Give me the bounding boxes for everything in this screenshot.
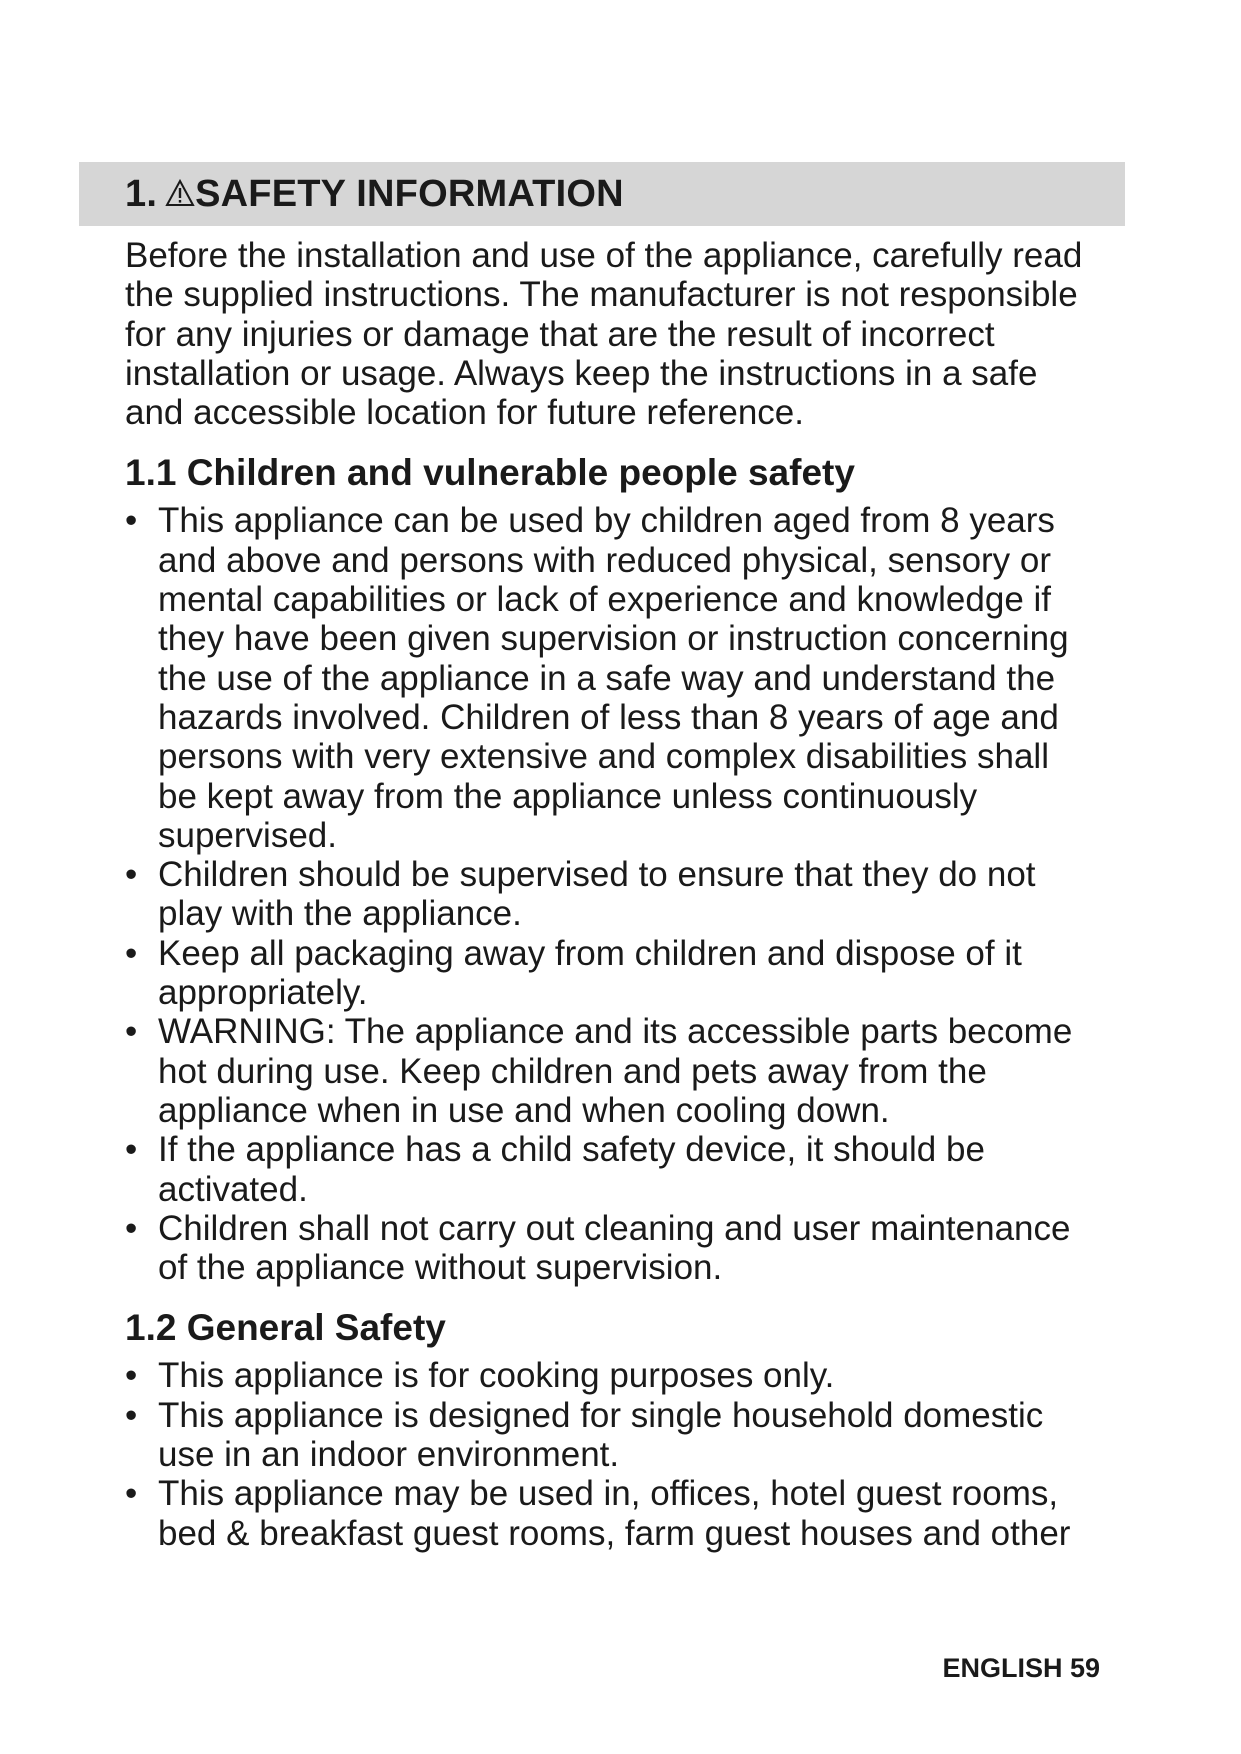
list-item-line: hazards involved. Children of less than 8 years of age and: [158, 697, 1059, 737]
intro-line: installation or usage. Always keep the instructions in a safe: [125, 353, 1038, 393]
list-item: [125, 934, 1135, 1013]
list-item-line: • Children should be supervised to ensure that they do not: [158, 855, 1036, 895]
list-item: [125, 1130, 1135, 1209]
section-number: 1.: [125, 173, 158, 215]
list-item-line: • This appliance is designed for single household domestic: [158, 1395, 1044, 1435]
list-item: [125, 1356, 1135, 1395]
list-item-line: • Keep all packaging away from children and dispose of it: [158, 933, 1022, 973]
list-item-line: be kept away from the appliance unless continuously: [158, 776, 978, 816]
list-item: [125, 1209, 1135, 1288]
subheading-children-safety: 1.1 Children and vulnerable people safety: [125, 452, 855, 494]
list-item-line: they have been given supervision or instruction concerning: [158, 619, 1069, 659]
list-item-line: play with the appliance.: [158, 894, 522, 934]
intro-line: Before the installation and use of the appliance, carefully read: [125, 236, 1083, 275]
intro-line: the supplied instructions. The manufacturer is not responsible: [125, 275, 1078, 315]
intro-line: and accessible location for future reference.: [125, 393, 804, 433]
list-item-line: use in an indoor environment.: [158, 1435, 620, 1475]
list-item: [125, 1396, 1135, 1475]
general-safety-list: [125, 1356, 1135, 1552]
page-footer-label: ENGLISH 59: [942, 1653, 1100, 1683]
section-header-bar: [79, 162, 1125, 226]
list-item: [125, 1012, 1135, 1130]
section-title: [125, 173, 624, 215]
list-item: [125, 501, 1135, 855]
list-item: [125, 1474, 1135, 1553]
subheading-general-safety: 1.2 General Safety: [125, 1307, 446, 1349]
section-title-text: SAFETY INFORMATION: [195, 173, 624, 215]
list-item-line: appliance when in use and when cooling down.: [158, 1090, 890, 1130]
intro-line: for any injuries or damage that are the result of incorrect: [125, 314, 995, 354]
list-item-line: the use of the appliance in a safe way and understand the: [158, 658, 1056, 698]
list-item-line: persons with very extensive and complex disabilities shall: [158, 737, 1049, 777]
list-item-line: • If the appliance has a child safety device, it should be: [158, 1130, 985, 1170]
list-item-line: and above and persons with reduced physical, sensory or: [158, 540, 1052, 580]
list-item-line: hot during use. Keep children and pets away from the: [158, 1051, 987, 1091]
list-item-line: supervised.: [158, 815, 337, 855]
list-item-line: • This appliance can be used by children aged from 8 years: [158, 501, 1055, 541]
list-item: [125, 855, 1135, 934]
list-item-line: • This appliance is for cooking purposes only.: [158, 1356, 835, 1396]
intro-paragraph: [125, 236, 1135, 432]
list-item-line: of the appliance without supervision.: [158, 1248, 723, 1288]
list-item-line: mental capabilities or lack of experience and knowledge if: [158, 580, 1052, 620]
children-safety-list: [125, 501, 1135, 1287]
list-item-line: • WARNING: The appliance and its accessible parts become: [158, 1012, 1073, 1052]
list-item-line: • Children shall not carry out cleaning and user maintenance: [158, 1208, 1071, 1248]
list-item-line: activated.: [158, 1169, 308, 1209]
document-body: [125, 236, 1135, 1553]
list-item-line: bed & breakfast guest rooms, farm guest houses and other: [158, 1513, 1071, 1553]
warning-triangle-icon: [165, 174, 195, 202]
list-item-line: appropriately.: [158, 973, 368, 1013]
list-item-line: • This appliance may be used in, offices, hotel guest rooms,: [158, 1474, 1059, 1514]
